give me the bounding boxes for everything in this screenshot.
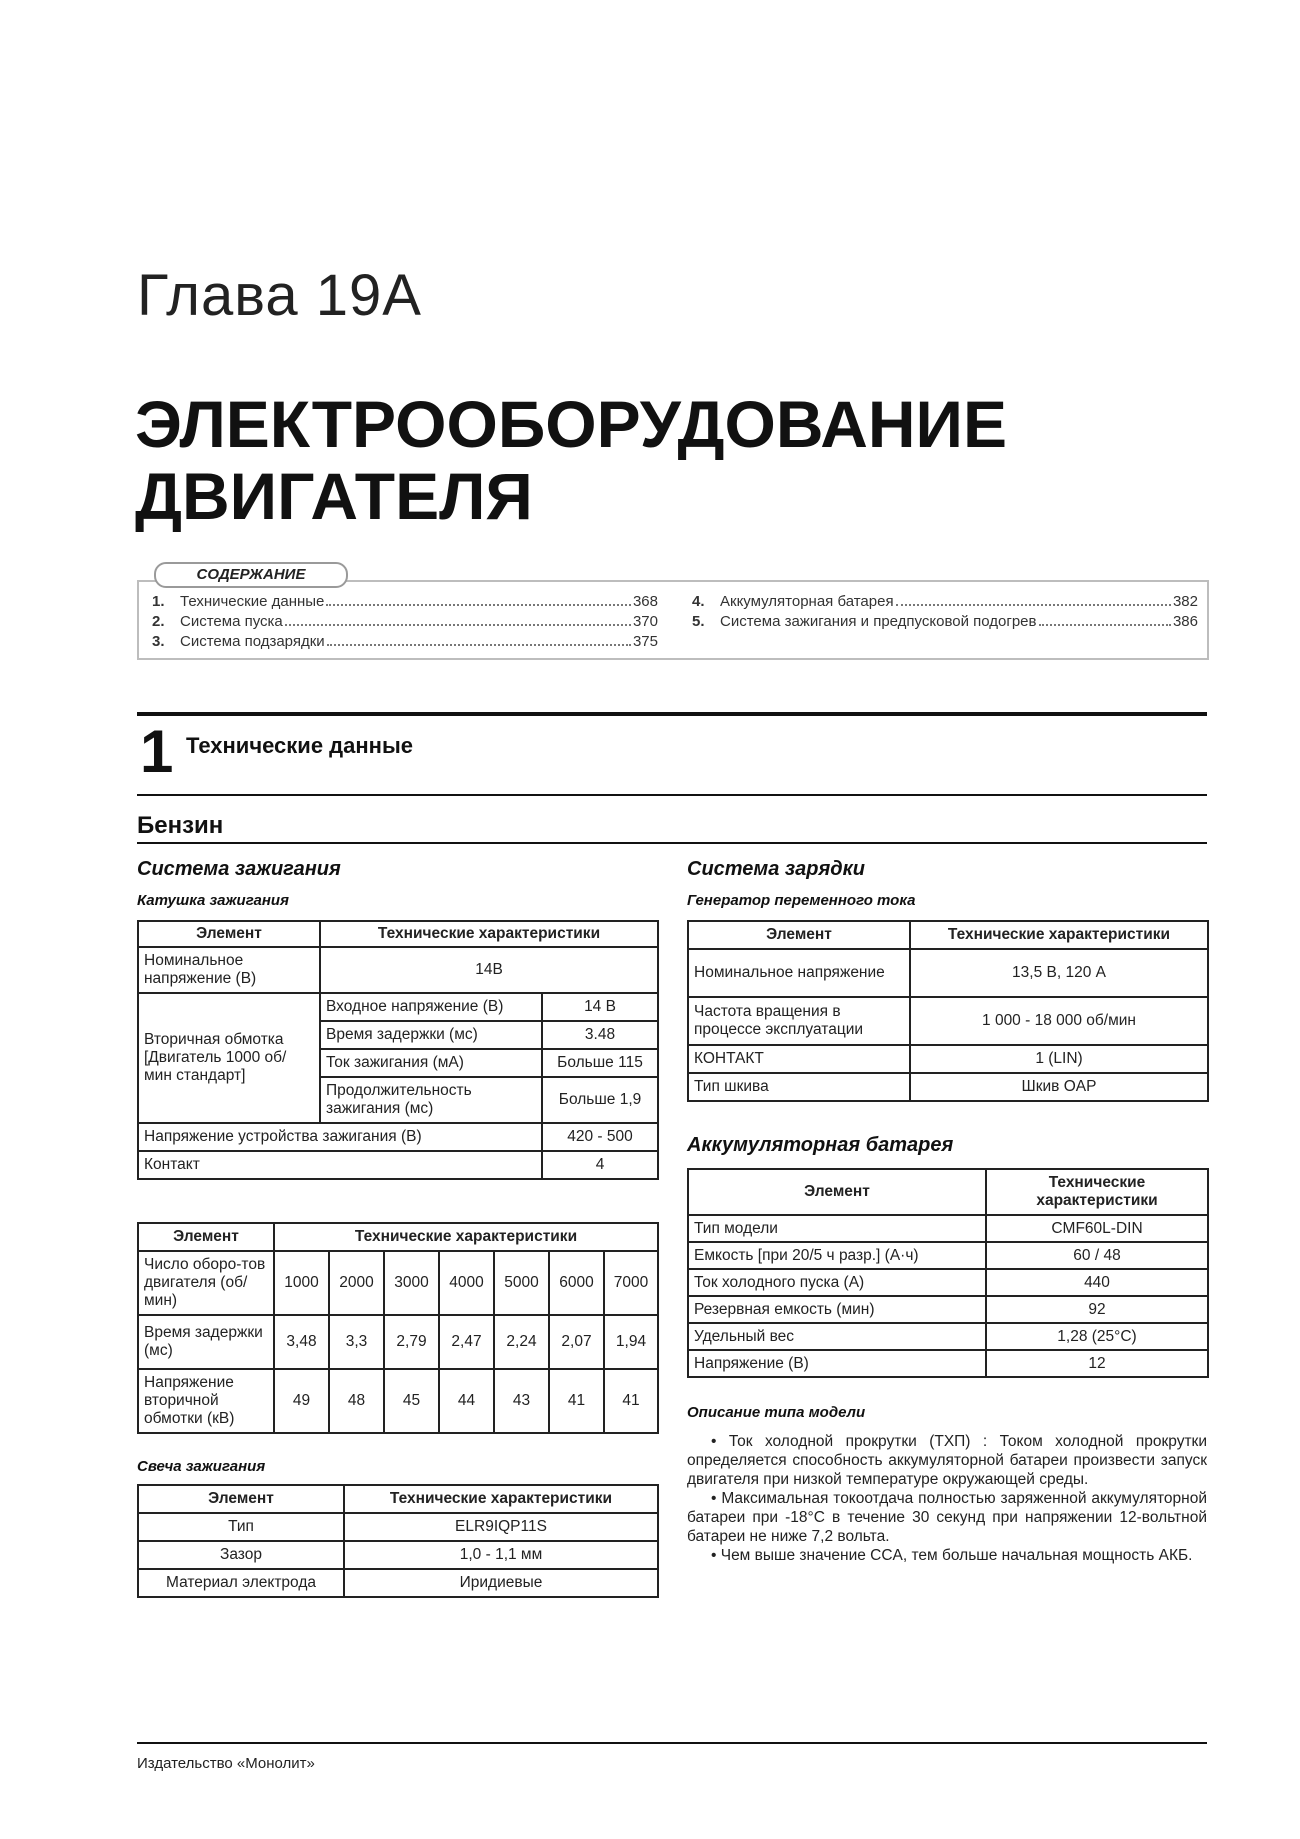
- column-header: Технические характеристики: [910, 921, 1208, 949]
- table-cell: 4: [542, 1151, 658, 1179]
- table-cell: 3.48: [542, 1021, 658, 1049]
- column-header: Элемент: [138, 1223, 274, 1251]
- table-cell: 3,48: [274, 1315, 329, 1369]
- table-row: [138, 1541, 658, 1569]
- table-cell: 420 - 500: [542, 1123, 658, 1151]
- table-cell: 14В: [320, 947, 658, 993]
- paragraph: • Максимальная токоотдача полностью заряженной аккумуляторной батареи при -18°C в течение 30 секунд при напряжении 12-вольтной батареи не ниже 7,2 вольта.: [687, 1490, 1207, 1545]
- column-header: Технические характеристики: [344, 1485, 658, 1513]
- toc-item[interactable]: [152, 632, 658, 652]
- toc-heading: СОДЕРЖАНИЕ: [154, 562, 348, 588]
- table-row: [138, 1569, 658, 1597]
- toc-leader-dots: [285, 612, 631, 626]
- table-cell: 6000: [549, 1251, 604, 1315]
- toc-item-number: 2.: [152, 613, 165, 630]
- table-cell: ELR9IQP11S: [344, 1513, 658, 1541]
- table-cell: Удельный вес: [688, 1323, 986, 1350]
- table-row: [138, 1369, 658, 1433]
- table-row: [138, 1251, 658, 1315]
- toc-leader-dots: [327, 632, 631, 646]
- battery-heading: Аккумуляторная батарея: [687, 1134, 954, 1156]
- table-cell: Материал электрода: [138, 1569, 344, 1597]
- table-cell: Номинальное напряжение: [688, 949, 910, 997]
- column-header: Элемент: [688, 1169, 986, 1215]
- table-cell: 60 / 48: [986, 1242, 1208, 1269]
- footer-rule: [137, 1742, 1207, 1744]
- charging-heading: Система зарядки: [687, 858, 865, 880]
- table-cell: Тип модели: [688, 1215, 986, 1242]
- table-row: [688, 921, 1208, 949]
- toc-column-left: [152, 592, 658, 652]
- table-cell: КОНТАКТ: [688, 1045, 910, 1073]
- table-cell: Контакт: [138, 1151, 542, 1179]
- table-cell: Тип: [138, 1513, 344, 1541]
- table-cell: 41: [549, 1369, 604, 1433]
- model-desc-heading: Описание типа модели: [687, 1404, 866, 1421]
- table-cell: Ток холодного пуска (А): [688, 1269, 986, 1296]
- table-cell: Шкив OAP: [910, 1073, 1208, 1101]
- table-cell: Вторичная обмотка [Двигатель 1000 об/мин стандарт]: [138, 993, 320, 1123]
- table-row: [138, 1223, 658, 1251]
- table-cell: Напряжение вторичной обмотки (кВ): [138, 1369, 274, 1433]
- table-cell: Больше 1,9: [542, 1077, 658, 1123]
- toc-item-text: Система подзарядки: [180, 633, 325, 650]
- table-cell: Напряжение (В): [688, 1350, 986, 1377]
- table-cell: 92: [986, 1296, 1208, 1323]
- table-cell: Тип шкива: [688, 1073, 910, 1101]
- table-cell: Зазор: [138, 1541, 344, 1569]
- table-cell: 1 000 - 18 000 об/мин: [910, 997, 1208, 1045]
- column-header: Элемент: [688, 921, 910, 949]
- table-cell: 3,3: [329, 1315, 384, 1369]
- section-number: 1: [140, 718, 174, 785]
- toc-item[interactable]: [692, 612, 1198, 632]
- toc-item-page: 386: [1172, 613, 1198, 630]
- section-rule-top: [137, 712, 1207, 716]
- table-cell: Ток зажигания (мА): [320, 1049, 542, 1077]
- table-cell: 12: [986, 1350, 1208, 1377]
- column-header: Элемент: [138, 921, 320, 947]
- fuel-heading: Бензин: [137, 812, 224, 839]
- column-header: Технические характеристики: [320, 921, 658, 947]
- table-cell: Время задержки (мс): [138, 1315, 274, 1369]
- table-cell: Продолжительность зажигания (мс): [320, 1077, 542, 1123]
- table-row: [688, 1215, 1208, 1242]
- table-cell: 2000: [329, 1251, 384, 1315]
- toc-item-number: 3.: [152, 633, 165, 650]
- model-desc-body: [687, 1432, 1207, 1565]
- table-cell: 48: [329, 1369, 384, 1433]
- table-row: [688, 949, 1208, 997]
- table-cell: 2,79: [384, 1315, 439, 1369]
- table-cell: 3000: [384, 1251, 439, 1315]
- table-cell: Номинальное напряжение (В): [138, 947, 320, 993]
- table-row: [138, 1513, 658, 1541]
- column-header: Элемент: [138, 1485, 344, 1513]
- table-cell: 14 В: [542, 993, 658, 1021]
- table-row: [688, 1073, 1208, 1101]
- toc-item-text: Система пуска: [180, 613, 283, 630]
- toc-item-number: 5.: [692, 613, 705, 630]
- toc-item[interactable]: [152, 592, 658, 612]
- table-cell: 1,28 (25°C): [986, 1323, 1208, 1350]
- toc-item-number: 1.: [152, 593, 165, 610]
- table-cell: 2,47: [439, 1315, 494, 1369]
- table-cell: 41: [604, 1369, 658, 1433]
- toc-column-right: [692, 592, 1198, 632]
- toc-item-page: 382: [1172, 593, 1198, 610]
- paragraph: • Чем выше значение CCA, тем больше начальная мощность АКБ.: [711, 1547, 1193, 1564]
- table-row: [138, 921, 658, 947]
- table-cell: 1,94: [604, 1315, 658, 1369]
- coil-heading: Катушка зажигания: [137, 892, 289, 909]
- table-cell: 45: [384, 1369, 439, 1433]
- toc-item-number: 4.: [692, 593, 705, 610]
- table-row: [688, 1323, 1208, 1350]
- table-row: [138, 1485, 658, 1513]
- section-title: Технические данные: [186, 733, 413, 758]
- toc-item-page: 370: [632, 613, 658, 630]
- table-cell: 13,5 В, 120 А: [910, 949, 1208, 997]
- toc-leader-dots: [326, 592, 631, 606]
- table-cell: 1,0 - 1,1 мм: [344, 1541, 658, 1569]
- table-cell: 49: [274, 1369, 329, 1433]
- table-row: [138, 993, 658, 1021]
- table-row: [688, 1169, 1208, 1215]
- table-row: [688, 1296, 1208, 1323]
- table-row: [688, 1269, 1208, 1296]
- table-cell: 7000: [604, 1251, 658, 1315]
- table-cell: Больше 115: [542, 1049, 658, 1077]
- toc-item-page: 375: [632, 633, 658, 650]
- toc-item[interactable]: [692, 592, 1198, 612]
- rpm-table: [137, 1222, 659, 1434]
- table-cell: 1000: [274, 1251, 329, 1315]
- table-cell: 43: [494, 1369, 549, 1433]
- publisher-footer: Издательство «Монолит»: [137, 1755, 315, 1772]
- toc-leader-dots: [896, 592, 1171, 606]
- table-cell: Резервная емкость (мин): [688, 1296, 986, 1323]
- table-row: [688, 1045, 1208, 1073]
- page-title: [135, 388, 1235, 532]
- table-cell: 4000: [439, 1251, 494, 1315]
- toc-item-text: Технические данные: [180, 593, 325, 610]
- toc-item-text: Аккумуляторная батарея: [720, 593, 894, 610]
- table-cell: 1 (LIN): [910, 1045, 1208, 1073]
- table-cell: Входное напряжение (В): [320, 993, 542, 1021]
- table-cell: Напряжение устройства зажигания (В): [138, 1123, 542, 1151]
- table-cell: Частота вращения в процессе эксплуатации: [688, 997, 910, 1045]
- chapter-label: Глава 19A: [137, 263, 422, 328]
- paragraph: • Ток холодной прокрутки (ТХП) : Током холодной прокрутки определяется способность аккумуляторной батареи произвести запуск двигателя при низкой температуре окружающей среды.: [687, 1433, 1207, 1488]
- table-cell: 440: [986, 1269, 1208, 1296]
- table-cell: Число оборо-тов двигателя (об/мин): [138, 1251, 274, 1315]
- section-rule-bottom: [137, 794, 1207, 796]
- toc-item[interactable]: [152, 612, 658, 632]
- table-cell: Иридиевые: [344, 1569, 658, 1597]
- table-row: [688, 997, 1208, 1045]
- table-row: [138, 1315, 658, 1369]
- ignition-heading: Система зажигания: [137, 858, 341, 880]
- page-title-line-2: ДВИГАТЕЛЯ: [135, 459, 533, 533]
- table-row: [688, 1350, 1208, 1377]
- table-cell: 2,07: [549, 1315, 604, 1369]
- generator-table: [687, 920, 1209, 1102]
- plug-heading: Свеча зажигания: [137, 1458, 266, 1475]
- table-cell: Время задержки (мс): [320, 1021, 542, 1049]
- table-cell: 5000: [494, 1251, 549, 1315]
- toc-item-page: 368: [632, 593, 658, 610]
- plug-table: [137, 1484, 659, 1598]
- table-cell: 44: [439, 1369, 494, 1433]
- column-header: Технические характеристики: [274, 1223, 658, 1251]
- table-row: [138, 1123, 658, 1151]
- battery-table: [687, 1168, 1209, 1378]
- toc-item-text: Система зажигания и предпусковой подогрев: [720, 613, 1037, 630]
- generator-heading: Генератор переменного тока: [687, 892, 916, 909]
- column-header: Технические характеристики: [986, 1169, 1208, 1215]
- page-title-line-1: ЭЛЕКТРООБОРУДОВАНИЕ: [135, 387, 1007, 461]
- table-row: [688, 1242, 1208, 1269]
- coil-table: [137, 920, 659, 1180]
- table-cell: Емкость [при 20/5 ч разр.] (А·ч): [688, 1242, 986, 1269]
- table-row: [138, 1151, 658, 1179]
- toc-leader-dots: [1039, 612, 1171, 626]
- fuel-rule: [137, 842, 1207, 844]
- table-cell: 2,24: [494, 1315, 549, 1369]
- table-cell: CMF60L-DIN: [986, 1215, 1208, 1242]
- table-row: [138, 947, 658, 993]
